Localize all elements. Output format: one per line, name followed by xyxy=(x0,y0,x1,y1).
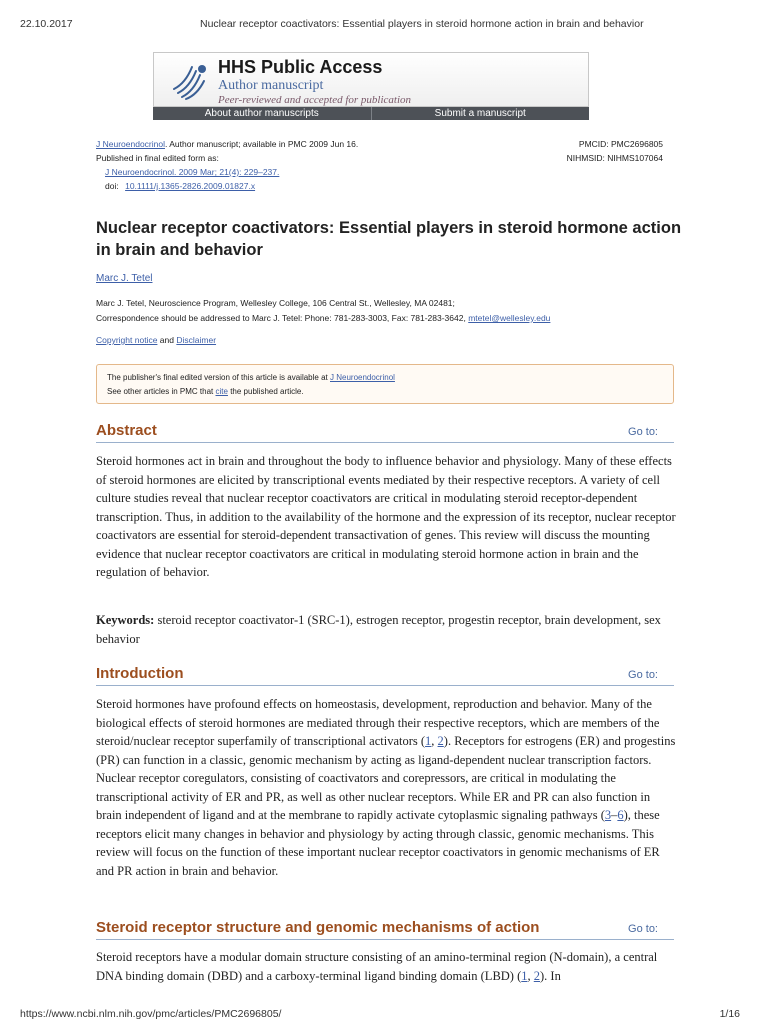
structure-text-b: ). In xyxy=(540,968,561,983)
ref-dash: – xyxy=(611,808,618,822)
notice-journal-link[interactable]: J Neuroendocrinol xyxy=(330,373,395,382)
about-author-manuscripts-link[interactable]: About author manuscripts xyxy=(204,108,319,119)
intro-text-a: Steroid hormones have profound effects on homeostasis, development, reproduction and behavior. Many of the biological effects of steroid hormones are mediated through their respective receptors, which are members of the steroid/nuclear receptor superfamily of transcriptional activators ( xyxy=(96,697,660,748)
availability-text: . Author manuscript; available in PMC 2009 Jun 16. xyxy=(164,139,359,149)
hhs-eagle-logo-icon xyxy=(168,59,212,103)
structure-header xyxy=(96,917,674,940)
introduction-heading: Introduction xyxy=(96,665,184,682)
ref-2-link[interactable]: 2 xyxy=(437,734,444,748)
article-title: Nuclear receptor coactivators: Essential players in steroid hormone action in brain and behavior xyxy=(96,219,682,259)
print-header-title: Nuclear receptor coactivators: Essential players in steroid hormone action in brain and behavior xyxy=(200,18,644,30)
author-line xyxy=(96,273,153,284)
citation-line xyxy=(96,138,358,151)
print-footer-url: https://www.ncbi.nlm.nih.gov/pmc/articles/PMC2696805/ xyxy=(20,1008,282,1020)
correspondence-text: Correspondence should be addressed to Marc J. Tetel: Phone: 781-283-3003, Fax: 781-283-3642, xyxy=(96,313,466,323)
notice-line-2-suffix: the published article. xyxy=(230,387,304,396)
introduction-header xyxy=(96,663,674,686)
ref-sep: , xyxy=(431,734,438,748)
keywords-line xyxy=(96,611,676,648)
disclaimer-link[interactable]: Disclaimer xyxy=(176,335,217,345)
author-link[interactable]: Marc J. Tetel xyxy=(96,273,153,284)
banner-subtitle: Author manuscript xyxy=(218,78,324,93)
structure-text xyxy=(96,948,676,986)
copyright-line xyxy=(96,335,216,345)
hhs-banner xyxy=(153,52,589,119)
published-label: Published in final edited form as: xyxy=(96,153,219,163)
structure-heading: Steroid receptor structure and genomic mechanisms of action xyxy=(96,919,540,936)
print-date: 22.10.2017 xyxy=(20,18,73,30)
abstract-heading: Abstract xyxy=(96,422,157,439)
introduction-goto-link[interactable]: Go to: xyxy=(628,669,658,681)
doi-label: doi: xyxy=(105,181,119,191)
submit-manuscript-link[interactable]: Submit a manuscript xyxy=(371,107,590,120)
publisher-notice-box xyxy=(96,364,674,404)
email-link[interactable]: mtetel@wellesley.edu xyxy=(468,313,551,323)
abstract-text: Steroid hormones act in brain and throughout the body to influence behavior and physiology. Many of these effects of steroid hormones are elicited by transcriptional events mediated by their respective receptors. A variety of cell culture studies reveal that nuclear receptor coactivators are critical in modulating steroid receptor-dependent transcription. Thus, in addition to the availability of the hormone and the expression of its receptor, nuclear receptor coactivators are essential for steroid-dependent transactivation of genes. This review will discuss the mounting evidence that nuclear receptor coactivators are critical in modulating steroid hormone action in brain and the regulation of behavior. xyxy=(96,454,676,579)
cite-link[interactable]: cite xyxy=(215,387,228,396)
ref-6-link[interactable]: 6 xyxy=(617,808,624,822)
structure-ref-sep: , xyxy=(527,968,534,983)
doi-line xyxy=(105,180,255,193)
introduction-text xyxy=(96,695,676,880)
intro-text-b: ). Receptors for estrogens (ER) and progestins (PR) can function in a classic, genomic mechanism by acting as ligand-dependent nuclear transcription factors. Nuclear receptor coregulators, consisting of coactivators and corepressors, are critical in modulating the transcriptional activity of ER and PR, as well as other nuclear receptors. While ER and PR can also function in brain independent of ligand and at the membrane to rapidly activate cytoplasmic signaling pathways ( xyxy=(96,734,676,822)
structure-text-a: Steroid receptors have a modular domain structure consisting of an amino-terminal region (N-domain), a central DNA binding domain (DBD) and a carboxy-terminal ligand binding domain (LBD) ( xyxy=(96,950,658,983)
notice-line-2 xyxy=(107,385,663,399)
notice-line-1-text: The publisher's final edited version of this article is available at xyxy=(107,373,328,382)
ref-3-link[interactable]: 3 xyxy=(604,808,612,822)
final-ref-line xyxy=(105,166,279,179)
and-text: and xyxy=(159,335,174,345)
banner-main xyxy=(153,52,589,107)
banner-nav xyxy=(153,107,589,120)
affiliation-block xyxy=(96,296,550,326)
structure-ref-1-link[interactable]: 1 xyxy=(521,968,528,983)
notice-line-2-text: See other articles in PMC that xyxy=(107,387,214,396)
print-footer-page: 1/16 xyxy=(719,1008,740,1020)
structure-ref-2-link[interactable]: 2 xyxy=(533,968,541,983)
abstract-header xyxy=(96,420,674,443)
ref-1-link[interactable]: 1 xyxy=(425,734,432,748)
nihmsid: NIHMSID: NIHMS107064 xyxy=(566,153,663,163)
correspondence-line xyxy=(96,311,550,326)
keywords-label: Keywords: xyxy=(96,613,155,627)
doi-link[interactable]: 10.1111/j.1365-2826.2009.01827.x xyxy=(125,181,256,191)
affiliation-text: Marc J. Tetel, Neuroscience Program, Wellesley College, 106 Central St., Wellesley, MA 02481; xyxy=(96,298,455,308)
abstract-goto-link[interactable]: Go to: xyxy=(628,426,658,438)
copyright-notice-link[interactable]: Copyright notice xyxy=(96,335,158,345)
final-ref-link[interactable]: J Neuroendocrinol. 2009 Mar; 21(4): 229–237. xyxy=(105,167,280,177)
banner-tagline: Peer-reviewed and accepted for publication xyxy=(218,94,412,106)
structure-goto-link[interactable]: Go to: xyxy=(628,923,658,935)
notice-line-1 xyxy=(107,371,663,385)
pmcid: PMCID: PMC2696805 xyxy=(578,139,663,149)
journal-link[interactable]: J Neuroendocrinol xyxy=(96,139,165,149)
keywords-text: steroid receptor coactivator-1 (SRC-1), estrogen receptor, progestin receptor, brain development, sex behavior xyxy=(96,613,661,646)
banner-title: HHS Public Access xyxy=(218,57,383,77)
intro-text-c: ), these receptors elicit many changes in behavior and physiology by acting through classic, genomic mechanisms. This review will focus on the function of these important nuclear receptor coactivators in genomic mechanisms of ER and PR action in brain and behavior. xyxy=(96,808,660,878)
